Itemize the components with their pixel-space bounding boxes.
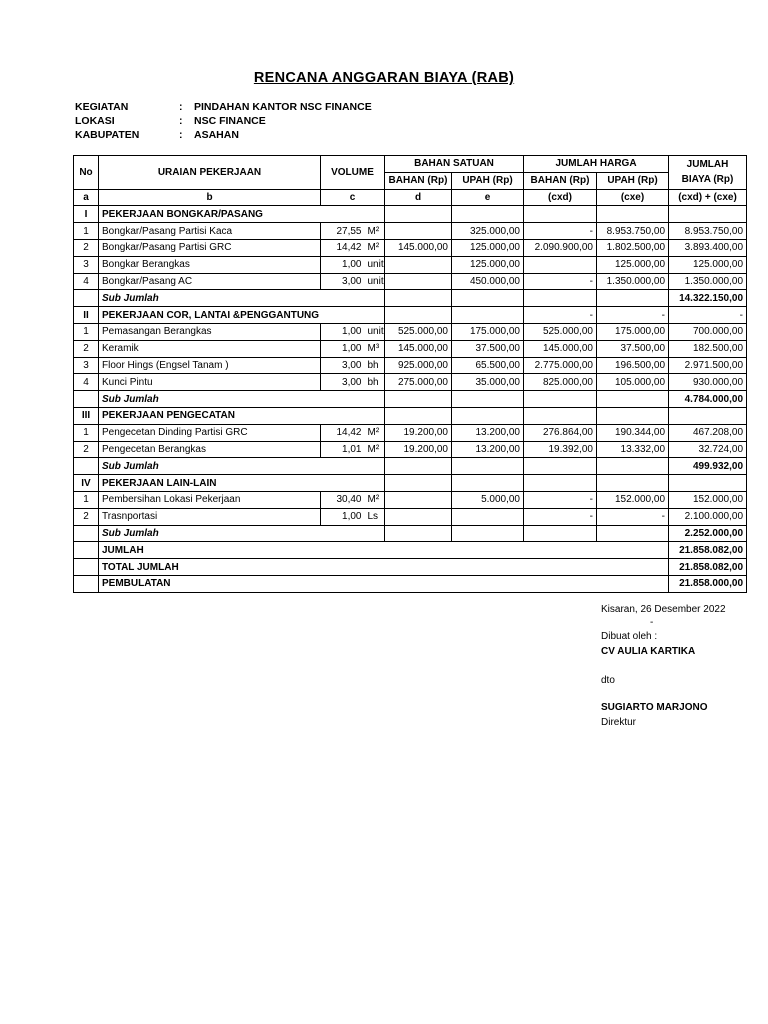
subtotal-label: Sub Jumlah [99,391,385,408]
row-upah-satuan: 65.500,00 [452,357,524,374]
header-bahan-rp: BAHAN (Rp) [385,172,452,189]
header-volume: VOLUME [321,156,385,190]
row-jumlah-upah: 8.953.750,00 [597,223,669,240]
total-row [74,559,747,576]
row-jumlah-biaya: 182.500,00 [669,340,747,357]
row-bahan-satuan [385,491,452,508]
row-volume-unit: unit [365,323,385,340]
rab-table [73,155,747,593]
row-volume-qty: 14,42 [321,424,365,441]
row-jumlah-biaya: 467.208,00 [669,424,747,441]
subtotal-empty [597,391,669,408]
code-cell: e [452,189,524,206]
header-upah-rp: UPAH (Rp) [452,172,524,189]
subtotal-empty [385,391,452,408]
total-no [74,542,99,559]
row-jumlah-upah: 1.350.000,00 [597,273,669,290]
row-uraian: Bongkar/Pasang Partisi GRC [99,239,321,256]
row-volume-qty: 3,00 [321,357,365,374]
subtotal-empty [452,458,524,475]
row-bahan-satuan: 275.000,00 [385,374,452,391]
section-jumlah-upah [597,475,669,492]
section-jumlah-upah: - [597,307,669,324]
row-uraian: Pemasangan Berangkas [99,323,321,340]
section-upah-satuan [452,407,524,424]
row-uraian: Trasnportasi [99,508,321,525]
made-by-label: Dibuat oleh : [601,631,658,642]
code-row [74,189,747,206]
section-jumlah-bahan [524,407,597,424]
subtotal-label: Sub Jumlah [99,290,385,307]
row-volume-unit: M² [365,441,385,458]
row-jumlah-bahan: 2.090.900,00 [524,239,597,256]
subtotal-empty [524,290,597,307]
row-jumlah-bahan: 145.000,00 [524,340,597,357]
row-jumlah-upah: 152.000,00 [597,491,669,508]
row-bahan-satuan [385,223,452,240]
row-bahan-satuan [385,256,452,273]
subtotal-value: 4.784.000,00 [669,391,747,408]
section-upah-satuan [452,307,524,324]
total-row [74,575,747,592]
section-jumlah-biaya [669,206,747,223]
table-row [74,239,747,256]
section-row [74,206,747,223]
section-bahan-satuan [385,475,452,492]
subtotal-empty [385,458,452,475]
subtotal-empty [524,525,597,542]
row-volume-qty: 3,00 [321,273,365,290]
header-jumlah-harga: JUMLAH HARGA [524,156,669,173]
section-jumlah-upah [597,407,669,424]
subtotal-value: 499.932,00 [669,458,747,475]
section-row [74,475,747,492]
row-uraian: Pembersihan Lokasi Pekerjaan [99,491,321,508]
info-value: NSC FINANCE [194,115,266,127]
section-jumlah-bahan: - [524,307,597,324]
row-volume-qty: 1,01 [321,441,365,458]
header-bahan-satuan: BAHAN SATUAN [385,156,524,173]
section-row [74,407,747,424]
table-row [74,424,747,441]
section-no: III [74,407,99,424]
row-no: 3 [74,256,99,273]
table-row [74,273,747,290]
row-bahan-satuan: 145.000,00 [385,340,452,357]
row-uraian: Bongkar/Pasang Partisi Kaca [99,223,321,240]
row-upah-satuan [452,508,524,525]
table-row [74,340,747,357]
row-no: 1 [74,424,99,441]
row-volume-unit: bh [365,357,385,374]
row-no: 2 [74,508,99,525]
row-volume-unit: bh [365,374,385,391]
row-bahan-satuan: 19.200,00 [385,424,452,441]
section-title: PEKERJAAN COR, LANTAI &PENGGANTUNG [99,307,385,324]
row-no: 4 [74,374,99,391]
header-jumlah-biaya: JUMLAH BIAYA (Rp) [669,156,747,190]
row-no: 3 [74,357,99,374]
row-bahan-satuan [385,273,452,290]
row-volume-qty: 30,40 [321,491,365,508]
row-jumlah-biaya: 1.350.000,00 [669,273,747,290]
company-name: CV AULIA KARTIKA [601,646,696,657]
subtotal-value: 14.322.150,00 [669,290,747,307]
subtotal-no [74,458,99,475]
section-jumlah-biaya: - [669,307,747,324]
section-title: PEKERJAAN PENGECATAN [99,407,385,424]
row-jumlah-biaya: 3.893.400,00 [669,239,747,256]
subtotal-no [74,290,99,307]
section-row [74,307,747,324]
row-jumlah-upah: 105.000,00 [597,374,669,391]
row-upah-satuan: 450.000,00 [452,273,524,290]
row-volume-qty: 1,00 [321,323,365,340]
total-label: PEMBULATAN [99,575,669,592]
row-jumlah-bahan [524,256,597,273]
row-uraian: Pengecetan Dinding Partisi GRC [99,424,321,441]
row-uraian: Bongkar/Pasang AC [99,273,321,290]
total-label: JUMLAH [99,542,669,559]
row-jumlah-bahan: 276.864,00 [524,424,597,441]
row-jumlah-biaya: 2.100.000,00 [669,508,747,525]
section-jumlah-biaya [669,475,747,492]
table-row [74,256,747,273]
subtotal-empty [597,525,669,542]
total-no [74,559,99,576]
table-row [74,223,747,240]
section-no: I [74,206,99,223]
row-volume-unit: M² [365,491,385,508]
info-separator: : [179,101,183,113]
code-cell: c [321,189,385,206]
row-bahan-satuan: 525.000,00 [385,323,452,340]
row-volume-qty: 1,00 [321,340,365,357]
row-jumlah-upah: 13.332,00 [597,441,669,458]
row-volume-unit: M² [365,239,385,256]
row-bahan-satuan: 925.000,00 [385,357,452,374]
subtotal-empty [452,525,524,542]
row-upah-satuan: 13.200,00 [452,424,524,441]
section-no: II [74,307,99,324]
row-jumlah-biaya: 8.953.750,00 [669,223,747,240]
row-no: 2 [74,441,99,458]
subtotal-label: Sub Jumlah [99,525,385,542]
header-no: No [74,156,99,190]
row-volume-unit: unit [365,256,385,273]
code-cell: d [385,189,452,206]
section-upah-satuan [452,206,524,223]
total-value: 21.858.082,00 [669,542,747,559]
table-row [74,441,747,458]
row-volume-qty: 3,00 [321,374,365,391]
row-volume-unit: unit [365,273,385,290]
row-jumlah-biaya: 700.000,00 [669,323,747,340]
section-bahan-satuan [385,206,452,223]
subtotal-no [74,525,99,542]
section-title: PEKERJAAN BONGKAR/PASANG [99,206,385,223]
dto-label: dto [601,675,615,686]
subtotal-empty [452,391,524,408]
table-row [74,357,747,374]
rab-table-body [74,206,747,592]
row-no: 1 [74,491,99,508]
row-volume-unit: Ls [365,508,385,525]
code-cell: (cxd) [524,189,597,206]
section-jumlah-biaya [669,407,747,424]
document-title [0,70,768,86]
row-uraian: Keramik [99,340,321,357]
section-no: IV [74,475,99,492]
row-uraian: Kunci Pintu [99,374,321,391]
section-jumlah-upah [597,206,669,223]
dash-mark: - [650,617,654,628]
table-row [74,508,747,525]
info-separator: : [179,115,183,127]
subtotal-row [74,391,747,408]
header-jh-bahan-rp: BAHAN (Rp) [524,172,597,189]
row-uraian: Bongkar Berangkas [99,256,321,273]
row-volume-qty: 27,55 [321,223,365,240]
row-upah-satuan: 37.500,00 [452,340,524,357]
header-jh-upah-rp: UPAH (Rp) [597,172,669,189]
section-title: PEKERJAAN LAIN-LAIN [99,475,385,492]
subtotal-empty [524,391,597,408]
row-bahan-satuan: 19.200,00 [385,441,452,458]
row-no: 2 [74,239,99,256]
table-row [74,374,747,391]
row-jumlah-bahan: 525.000,00 [524,323,597,340]
info-value: PINDAHAN KANTOR NSC FINANCE [194,101,372,113]
section-upah-satuan [452,475,524,492]
row-jumlah-upah: 175.000,00 [597,323,669,340]
row-jumlah-biaya: 32.724,00 [669,441,747,458]
row-jumlah-bahan: 825.000,00 [524,374,597,391]
section-bahan-satuan [385,307,452,324]
row-jumlah-biaya: 125.000,00 [669,256,747,273]
row-no: 4 [74,273,99,290]
document-title-text: RENCANA ANGGARAN BIAYA (RAB) [253,70,515,86]
row-uraian: Pengecetan Berangkas [99,441,321,458]
subtotal-empty [385,290,452,307]
signatory-position: Direktur [601,717,637,728]
row-upah-satuan: 5.000,00 [452,491,524,508]
row-upah-satuan: 325.000,00 [452,223,524,240]
section-jumlah-bahan [524,206,597,223]
row-jumlah-upah: 190.344,00 [597,424,669,441]
table-row [74,323,747,340]
subtotal-row [74,525,747,542]
total-value: 21.858.082,00 [669,559,747,576]
code-cell: (cxe) [597,189,669,206]
info-label: KABUPATEN [75,129,140,141]
subtotal-row [74,290,747,307]
row-jumlah-biaya: 2.971.500,00 [669,357,747,374]
section-bahan-satuan [385,407,452,424]
row-volume-unit: M² [365,223,385,240]
section-jumlah-bahan [524,475,597,492]
subtotal-empty [597,290,669,307]
total-row [74,542,747,559]
row-jumlah-bahan: - [524,273,597,290]
signatory-name: SUGIARTO MARJONO [601,702,708,713]
header-uraian: URAIAN PEKERJAAN [99,156,321,190]
info-separator: : [179,129,183,141]
row-jumlah-upah: 196.500,00 [597,357,669,374]
info-value: ASAHAN [194,129,239,141]
row-jumlah-biaya: 930.000,00 [669,374,747,391]
row-uraian: Floor Hings (Engsel Tanam ) [99,357,321,374]
row-upah-satuan: 125.000,00 [452,256,524,273]
row-bahan-satuan: 145.000,00 [385,239,452,256]
row-jumlah-upah: 37.500,00 [597,340,669,357]
code-cell: b [99,189,321,206]
header-row [74,156,747,173]
row-bahan-satuan [385,508,452,525]
subtotal-label: Sub Jumlah [99,458,385,475]
place-date: Kisaran, 26 Desember 2022 [601,604,726,615]
total-value: 21.858.000,00 [669,575,747,592]
row-upah-satuan: 35.000,00 [452,374,524,391]
row-volume-unit: M³ [365,340,385,357]
subtotal-no [74,391,99,408]
subtotal-value: 2.252.000,00 [669,525,747,542]
code-cell: a [74,189,99,206]
row-upah-satuan: 13.200,00 [452,441,524,458]
row-jumlah-upah: - [597,508,669,525]
code-cell: (cxd) + (cxe) [669,189,747,206]
row-jumlah-bahan: - [524,508,597,525]
row-volume-qty: 1,00 [321,508,365,525]
total-no [74,575,99,592]
subtotal-empty [452,290,524,307]
row-no: 2 [74,340,99,357]
subtotal-row [74,458,747,475]
row-upah-satuan: 125.000,00 [452,239,524,256]
row-jumlah-biaya: 152.000,00 [669,491,747,508]
subtotal-empty [524,458,597,475]
subtotal-empty [385,525,452,542]
row-jumlah-bahan: 2.775.000,00 [524,357,597,374]
subtotal-empty [597,458,669,475]
row-no: 1 [74,223,99,240]
row-volume-qty: 14,42 [321,239,365,256]
info-label: LOKASI [75,115,115,127]
total-label: TOTAL JUMLAH [99,559,669,576]
row-jumlah-upah: 1.802.500,00 [597,239,669,256]
row-volume-unit: M² [365,424,385,441]
table-row [74,491,747,508]
row-volume-qty: 1,00 [321,256,365,273]
row-jumlah-upah: 125.000,00 [597,256,669,273]
row-upah-satuan: 175.000,00 [452,323,524,340]
row-no: 1 [74,323,99,340]
row-jumlah-bahan: 19.392,00 [524,441,597,458]
row-jumlah-bahan: - [524,223,597,240]
info-label: KEGIATAN [75,101,129,113]
row-jumlah-bahan: - [524,491,597,508]
